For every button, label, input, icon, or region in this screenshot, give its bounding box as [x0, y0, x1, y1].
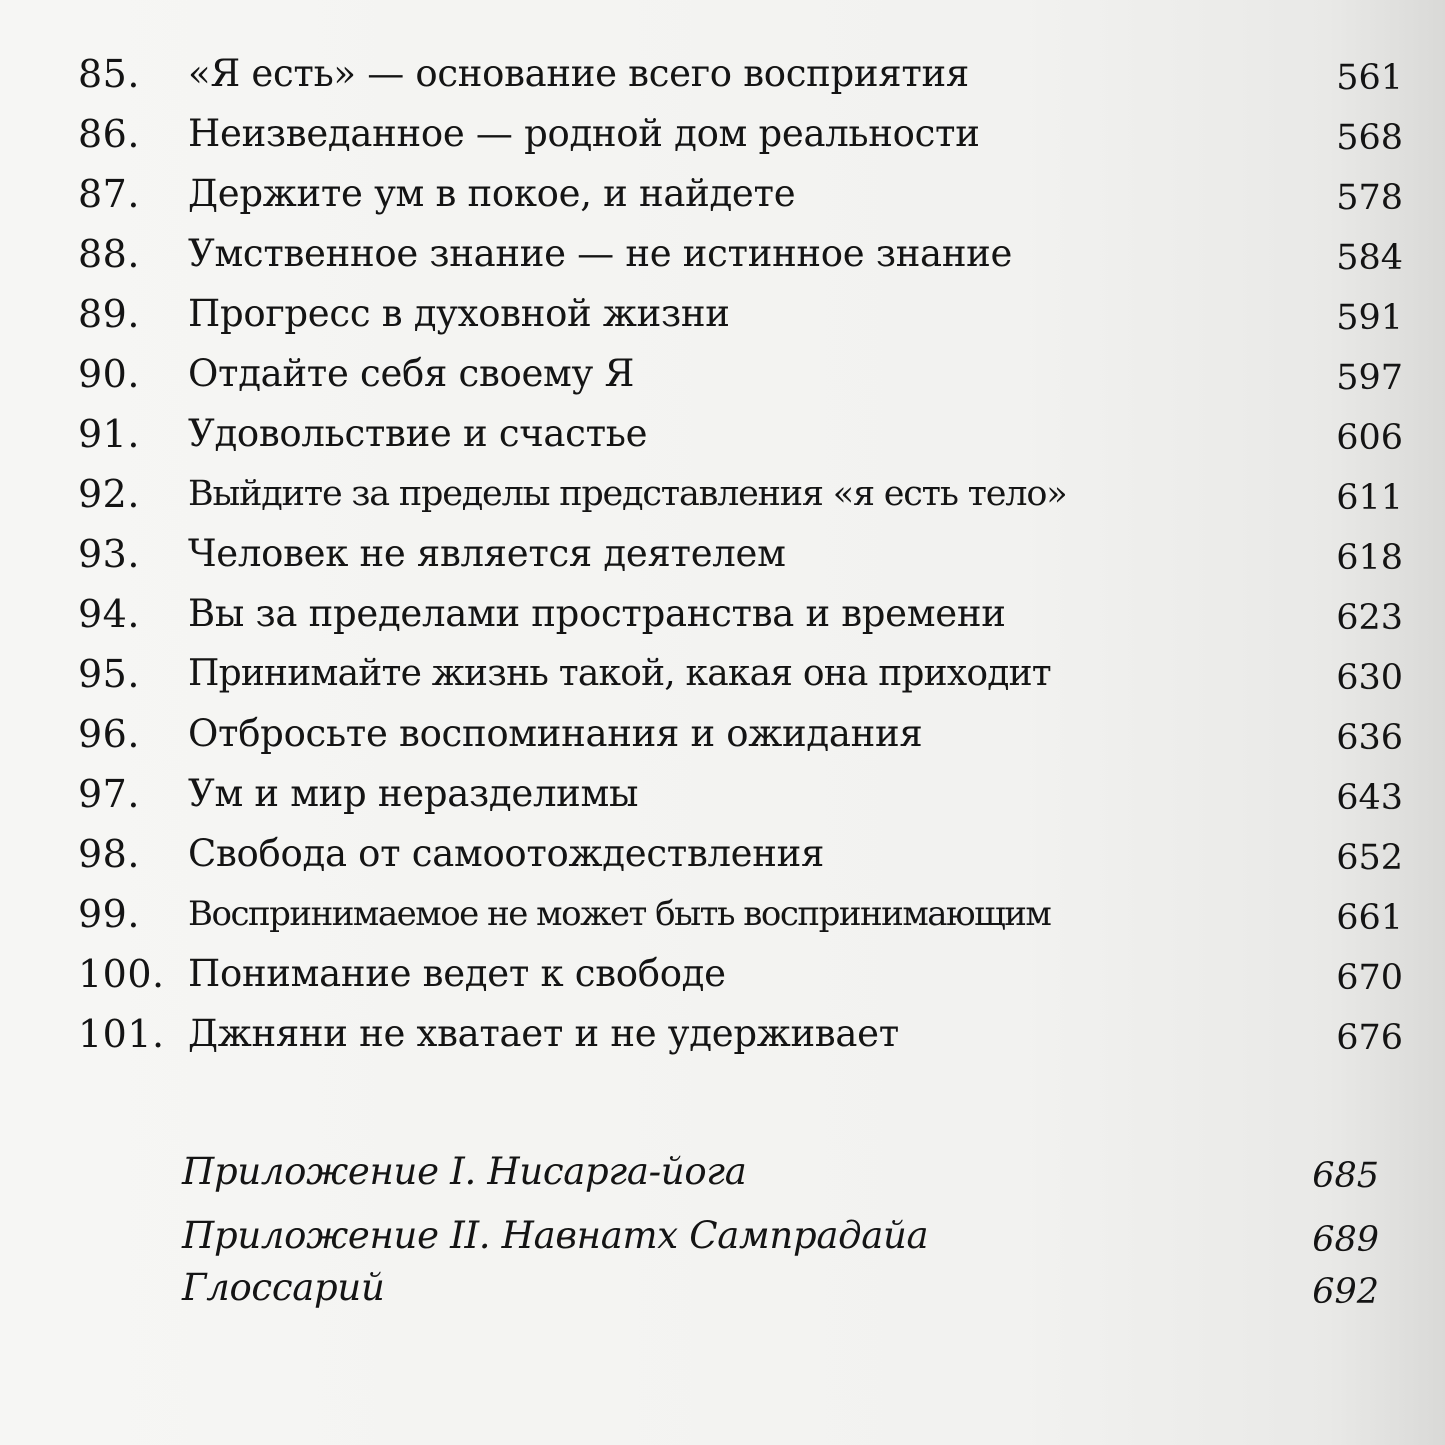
entry-title: Вы за пределами пространства и времени: [188, 592, 1006, 635]
entry-number: 95.: [78, 652, 140, 696]
entry-number: 98.: [78, 832, 140, 876]
entry-page: 676: [1336, 1018, 1403, 1058]
toc-entry: [0, 104, 1445, 164]
entry-number: 92.: [78, 472, 140, 516]
entry-page: 611: [1336, 478, 1403, 518]
entry-page: 561: [1336, 58, 1403, 98]
entry-title: Воспринимаемое не может быть воспринимающим: [188, 894, 1051, 934]
toc-entry: [0, 404, 1445, 464]
entry-title: Отдайте себя своему Я: [188, 352, 635, 395]
toc-entry: [0, 524, 1445, 584]
toc-entry: [0, 944, 1445, 1004]
appendix-title: Глоссарий: [182, 1266, 385, 1309]
entry-page: 568: [1336, 118, 1403, 158]
toc-entry: [0, 224, 1445, 284]
entry-number: 99.: [78, 892, 140, 936]
appendix-page: 692: [1312, 1272, 1379, 1312]
toc-entry: [0, 764, 1445, 824]
entry-number: 89.: [78, 292, 140, 336]
appendix-page: 685: [1312, 1156, 1379, 1196]
entry-page: 630: [1336, 658, 1403, 698]
appendix-title: Приложение I. Нисарга-йога: [182, 1150, 747, 1193]
entry-number: 88.: [78, 232, 140, 276]
entry-title: Человек не является деятелем: [188, 532, 786, 575]
toc-entry: [0, 344, 1445, 404]
entry-title: Выйдите за пределы представления «я есть тело»: [188, 474, 1067, 514]
entry-title: Принимайте жизнь такой, какая она приходит: [188, 653, 1051, 694]
entry-title: «Я есть» — основание всего восприятия: [188, 52, 969, 95]
entry-page: 618: [1336, 538, 1403, 578]
entry-page: 623: [1336, 598, 1403, 638]
entry-page: 597: [1336, 358, 1403, 398]
toc-entry: [0, 644, 1445, 704]
entry-number: 87.: [78, 172, 140, 216]
entry-page: 670: [1336, 958, 1403, 998]
entry-title: Умственное знание — не истинное знание: [188, 232, 1013, 275]
appendix-page: 689: [1312, 1220, 1379, 1260]
entry-title: Неизведанное — родной дом реальности: [188, 112, 980, 155]
entry-number: 94.: [78, 592, 140, 636]
entry-number: 101.: [78, 1012, 165, 1056]
entry-number: 90.: [78, 352, 140, 396]
entry-title: Держите ум в покое, и найдете: [188, 172, 796, 215]
toc-entry: [0, 164, 1445, 224]
entry-title: Понимание ведет к свободе: [188, 952, 726, 995]
toc-entry: [0, 284, 1445, 344]
entry-number: 86.: [78, 112, 140, 156]
entry-title: Удовольствие и счастье: [188, 412, 648, 455]
entry-number: 100.: [78, 952, 165, 996]
entry-number: 97.: [78, 772, 140, 816]
toc-appendix: [0, 1142, 1445, 1202]
toc-entry: [0, 584, 1445, 644]
entry-number: 85.: [78, 52, 140, 96]
entry-number: 93.: [78, 532, 140, 576]
entry-number: 96.: [78, 712, 140, 756]
entry-title: Ум и мир неразделимы: [188, 772, 639, 815]
entry-page: 636: [1336, 718, 1403, 758]
entry-page: 606: [1336, 418, 1403, 458]
entry-page: 584: [1336, 238, 1403, 278]
entry-page: 643: [1336, 778, 1403, 818]
entry-number: 91.: [78, 412, 140, 456]
toc-appendix: [0, 1258, 1445, 1318]
toc-entry: [0, 704, 1445, 764]
toc-entry: [0, 464, 1445, 524]
entry-page: 661: [1336, 898, 1403, 938]
toc-entry: [0, 44, 1445, 104]
entry-title: Джняни не хватает и не удерживает: [188, 1012, 899, 1055]
entry-title: Отбросьте воспоминания и ожидания: [188, 712, 923, 755]
entry-page: 578: [1336, 178, 1403, 218]
entry-page: 652: [1336, 838, 1403, 878]
appendix-title: Приложение II. Навнатх Сампрадайа: [182, 1214, 929, 1257]
entry-title: Свобода от самоотождествления: [188, 832, 825, 875]
entry-page: 591: [1336, 298, 1403, 338]
toc-entry: [0, 1004, 1445, 1064]
toc-entry: [0, 824, 1445, 884]
toc-entry: [0, 884, 1445, 944]
entry-title: Прогресс в духовной жизни: [188, 292, 730, 335]
toc-appendix: [0, 1206, 1445, 1266]
